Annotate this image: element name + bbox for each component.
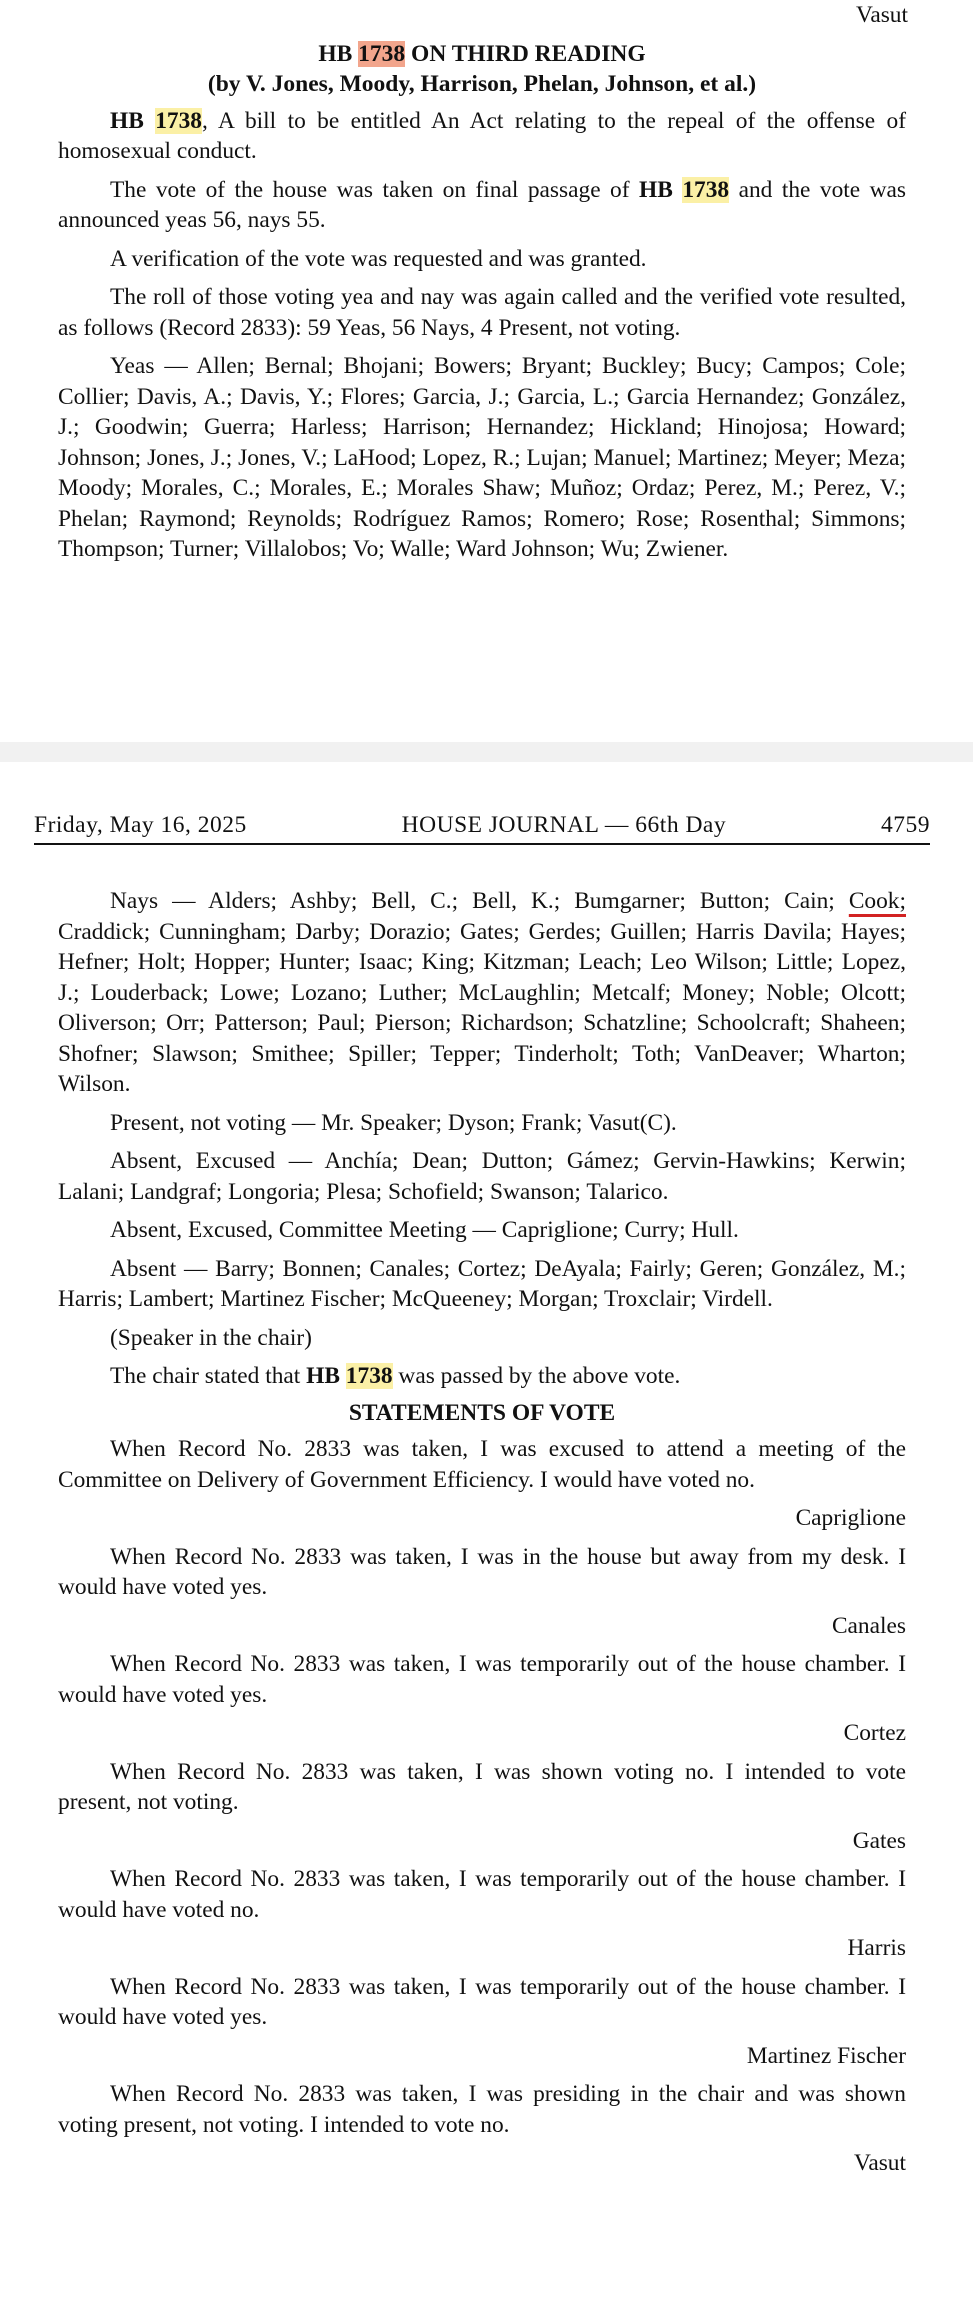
absent-committee-list: Absent, Excused, Committee Meeting — Capriglione; Curry; Hull.	[110, 1217, 739, 1243]
statement-text: When Record No. 2833 was taken, I was temporarily out of the house chamber. I would have voted no.	[58, 1866, 906, 1923]
statement-signer: Vasut	[854, 2150, 906, 2176]
absent-list: Absent — Barry; Bonnen; Canales; Cortez; DeAyala; Fairly; Geren; González, M.; Harris; Lambert; Martinez Fischer; McQueeney; Morgan; Troxclair; Virdell.	[58, 1255, 906, 1312]
statement-signer: Martinez Fischer	[746, 2042, 906, 2069]
statement-signer: Harris	[847, 1935, 906, 1961]
journal-page-bottom	[0, 762, 973, 2313]
statement-signer: Capriglione	[795, 1505, 906, 1531]
statement-of-vote	[58, 1864, 906, 1964]
statement-signer: Canales	[831, 1612, 906, 1639]
absent-excused-list: Absent, Excused — Anchía; Dean; Dutton; Gámez; Gervin-Hawkins; Kerwin; Lalani; Landgraf; Longoria; Plesa; Schofield; Swanson; Talarico.	[58, 1148, 906, 1205]
bill-number-highlight: 1738	[358, 40, 406, 67]
underlined-name: Cook;	[848, 888, 906, 914]
bill-number-highlight: 1738	[155, 107, 202, 134]
signer-name-prev: Vasut	[856, 2, 908, 28]
page-top-content	[58, 0, 906, 565]
statement-of-vote	[58, 1434, 906, 1534]
statement-of-vote	[58, 1972, 906, 2072]
statement-of-vote	[58, 2079, 906, 2179]
page-separator	[0, 742, 973, 762]
statement-text: When Record No. 2833 was taken, I was temporarily out of the house chamber. I would have voted yes.	[58, 1651, 906, 1708]
statement-text: When Record No. 2833 was taken, I was in the house but away from my desk. I would have voted yes.	[58, 1543, 906, 1600]
roll-call-text: The roll of those voting yea and nay was again called and the verified vote resulted, as follows (Record 2833): 59 Yeas, 56 Nays, 4 Present, not voting.	[58, 284, 906, 341]
statement-of-vote	[58, 1757, 906, 1857]
statement-text: When Record No. 2833 was taken, I was temporarily out of the house chamber. I would have voted yes.	[58, 1973, 906, 2030]
bill-number-highlight: 1738	[345, 1363, 393, 1389]
nays-list: Nays — Alders; Ashby; Bell, C.; Bell, K.; Bumgarner; Button; Cain; Cook; Craddick; Cunningham; Darby; Dorazio; Gates; Gerdes; Guillen; Harris Davila; Hayes; Hefner; Holt; Hopper; Hunter; Isaac; King; Kitzman; Leach; Leo Wilson; Little; Lopez, J.; Louderback; Lowe; Lozano; Luther; McLaughlin; Metcalf; Money; Noble; Olcott; Oliverson; Orr; Patterson; Paul; Pierson; Richardson; Schatzline; Schoolcraft; Shaheen; Shofner; Slawson; Smithee; Spiller; Tepper; Tinderholt; Toth; VanDeaver; Wharton; Wilson.	[58, 888, 906, 1097]
statement-of-vote	[58, 1649, 906, 1749]
journal-page-top	[0, 0, 973, 742]
yeas-list: Yeas — Allen; Bernal; Bhojani; Bowers; Bryant; Buckley; Bucy; Campos; Cole; Collier; Davis, A.; Davis, Y.; Flores; Garcia, J.; Garcia, L.; Garcia Hernandez; González, J.; Goodwin; Guerra; Harless; Harrison; Hernandez; Hickland; Hinojosa; Howard; Johnson; Jones, J.; Jones, V.; LaHood; Lopez, R.; Lujan; Manuel; Martinez; Meyer; Meza; Moody; Morales, C.; Morales, E.; Morales Shaw; Muñoz; Ordaz; Perez, M.; Perez, V.; Phelan; Raymond; Reynolds; Rodríguez Ramos; Romero; Rose; Rosenthal; Simmons; Thompson; Turner; Villalobos; Vo; Walle; Ward Johnson; Wu; Zwiener.	[58, 353, 906, 562]
header-page-number: 4759	[881, 812, 930, 838]
bill-number-highlight: 1738	[682, 176, 730, 203]
statement-signer: Cortez	[843, 1720, 906, 1746]
bill-authors: (by V. Jones, Moody, Harrison, Phelan, Johnson, et al.)	[207, 71, 757, 97]
page-bottom-content	[58, 886, 906, 2179]
statement-text: When Record No. 2833 was taken, I was shown voting no. I intended to vote present, not voting.	[58, 1758, 906, 1815]
header-date: Friday, May 16, 2025	[34, 812, 247, 838]
header-journal: HOUSE JOURNAL — 66th Day	[401, 812, 727, 838]
present-list: Present, not voting — Mr. Speaker; Dyson; Frank; Vasut(C).	[110, 1109, 677, 1136]
statement-of-vote	[58, 1542, 906, 1642]
bill-caption: HB 1738, A bill to be entitled An Act relating to the repeal of the offense of homosexual conduct.	[58, 107, 906, 164]
statement-text: When Record No. 2833 was taken, I was excused to attend a meeting of the Committee on Delivery of Government Efficiency. I would have voted no.	[58, 1436, 906, 1493]
bill-heading: HB 1738 ON THIRD READING	[318, 40, 646, 67]
statements-heading: STATEMENTS OF VOTE	[348, 1399, 616, 1426]
verification-text: A verification of the vote was requested and was granted.	[110, 245, 647, 272]
chair-statement: The chair stated that HB 1738 was passed by the above vote.	[110, 1363, 681, 1389]
running-header	[34, 812, 930, 845]
statement-signer: Gates	[852, 1827, 906, 1854]
vote-announcement: The vote of the house was taken on final passage of HB 1738 and the vote was announced yeas 56, nays 55.	[58, 176, 906, 233]
speaker-note: (Speaker in the chair)	[110, 1324, 312, 1351]
statement-text: When Record No. 2833 was taken, I was presiding in the chair and was shown voting present, not voting. I intended to vote no.	[58, 2081, 906, 2138]
